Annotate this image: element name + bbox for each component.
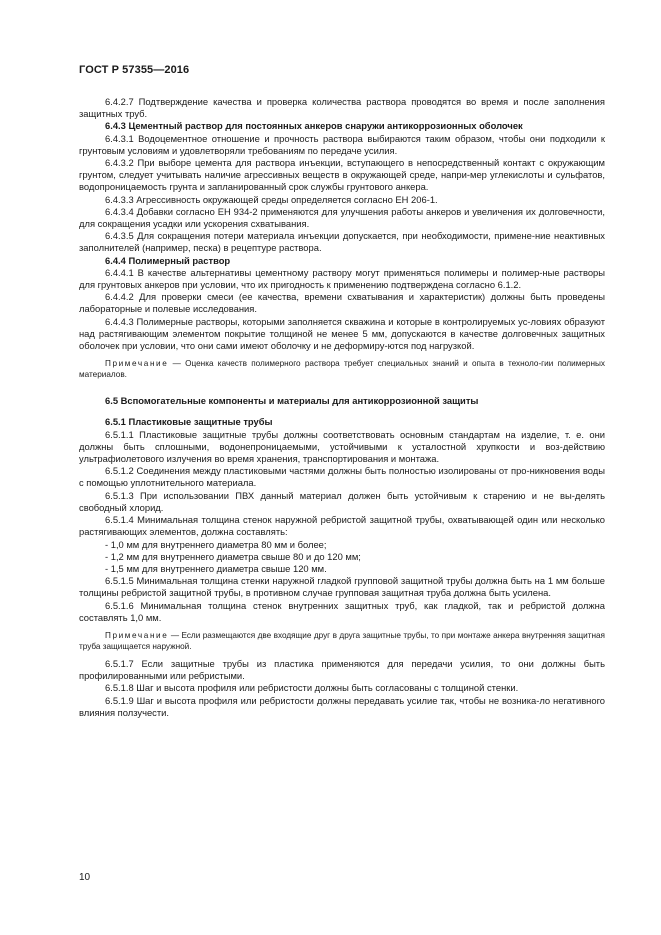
heading-6-5: 6.5 Вспомогательные компоненты и материалы для антикоррозионной защиты bbox=[105, 395, 479, 407]
paragraph-6-4-3-5: 6.4.3.5 Для сокращения потери материала инъекции допускается, при необходимости, примене-ние неактивных заполнителей (например, песка) в рецептуре раствора. bbox=[79, 230, 605, 254]
paragraph-6-5-1-6: 6.5.1.6 Минимальная толщина стенок внутренних защитных труб, как гладкой, так и ребристой должна составлять 1,0 мм. bbox=[79, 599, 605, 623]
paragraph-6-4-3-3: 6.4.3.3 Агрессивность окружающей среды определяется согласно ЕН 206-1. bbox=[105, 193, 438, 205]
note-text: — Если размещаются две входящие друг в друга защитные трубы, то при монтаже анкера внутренняя защитная труба защищается наружной. bbox=[79, 630, 605, 651]
list-item: - 1,2 мм для внутреннего диаметра свыше 80 и до 120 мм; bbox=[105, 550, 361, 562]
paragraph-6-5-1-9: 6.5.1.9 Шаг и высота профиля или ребристости должны передавать усилие так, чтобы не возника-ло негативного влияния ползучести. bbox=[79, 694, 605, 718]
list-item: - 1,5 мм для внутреннего диаметра свыше 120 мм. bbox=[105, 562, 327, 574]
heading-6-4-4: 6.4.4 Полимерный раствор bbox=[105, 254, 231, 266]
spacer bbox=[79, 407, 605, 416]
paragraph-6-5-1-4: 6.5.1.4 Минимальная толщина стенок наружной ребристой защитной трубы, охватывающей один или несколько растягивающих элементов, должна составлять: bbox=[79, 514, 605, 538]
paragraph-6-5-1-2: 6.5.1.2 Соединения между пластиковыми частями должны быть полностью изолированы от про-никновения воды с помощью уплотнительного материала. bbox=[79, 465, 605, 489]
paragraph-6-4-3-2: 6.4.3.2 При выборе цемента для раствора инъекции, вступающего в непосредственный контакт с окружающим грунтом, следует учитывать наличие агрессивных веществ в окружающей среде, напри-мер углекислоты и сульфатов, водопроницаемость грунта и запланированный срок службы грунтового анкера. bbox=[79, 157, 605, 193]
spacer bbox=[79, 386, 605, 395]
paragraph-6-4-2-7: 6.4.2.7 Подтверждение качества и проверка количества раствора проводятся во время и после заполнения защитных труб. bbox=[79, 96, 605, 120]
heading-6-4-3: 6.4.3 Цементный раствор для постоянных анкеров снаружи антикоррозионных оболочек bbox=[105, 120, 523, 132]
paragraph-6-4-4-1: 6.4.4.1 В качестве альтернативы цементному раствору могут применяться полимеры и полимер-ные растворы для грунтовых анкеров при условии, что их пригодность к применению подтверждена согласно 6.1.2. bbox=[79, 266, 605, 291]
paragraph-6-4-3-4: 6.4.3.4 Добавки согласно ЕН 934-2 применяются для улучшения работы анкеров и увеличения их долговечности, для сокращения усадки или ускорения схватывания. bbox=[79, 205, 605, 230]
page-number: 10 bbox=[79, 872, 91, 883]
paragraph-6-5-1-3: 6.5.1.3 При использовании ПВХ данный материал должен быть устойчивым к старению и не вы-делять свободный хлорид. bbox=[79, 489, 605, 513]
document-body bbox=[79, 96, 605, 719]
paragraph-6-5-1-5: 6.5.1.5 Минимальная толщина стенки наружной гладкой групповой защитной трубы должна быть на 1 мм больше толщины ребристой защитной трубы, в противном случае групповая защитная труба должна быть усилена. bbox=[79, 575, 605, 599]
heading-6-5-1: 6.5.1 Пластиковые защитные трубы bbox=[105, 416, 273, 428]
paragraph-6-5-1-7: 6.5.1.7 Если защитные трубы из пластика применяются для передачи усилия, то они должны быть профилированными или ребристыми. bbox=[79, 657, 605, 682]
paragraph-6-4-4-3: 6.4.4.3 Полимерные растворы, которыми заполняется скважина и которые в контролируемых ус-ловиях образуют над растягивающим элементом покрытие толщиной не менее 5 мм, допускаются в качестве долговечных защитных оболочек при условии, что они сами имеют оболочку и не деформиру-ются под нагрузкой. bbox=[79, 315, 605, 352]
note-polymer bbox=[79, 358, 605, 380]
list-item: - 1,0 мм для внутреннего диаметра 80 мм и более; bbox=[105, 538, 327, 550]
note-label: Примечание bbox=[105, 359, 169, 369]
note-text: — Оценка качеств полимерного раствора требует специальных знаний и опыта в техноло-гии полимерных материалов. bbox=[79, 359, 605, 380]
note-tubes bbox=[79, 630, 605, 652]
paragraph-6-5-1-1: 6.5.1.1 Пластиковые защитные трубы должны соответствовать основным стандартам на изделие, т. е. они должны быть сплошными, водонепроницаемыми, устойчивыми к усталостной хрупкости и воз-действию ультрафиолетового излучения во время хранения, транспортирования и монтажа. bbox=[79, 428, 605, 465]
paragraph-6-4-3-1: 6.4.3.1 Водоцементное отношение и прочность раствора выбираются таким образом, чтобы они подходили к грунтовым условиям и удовлетворяли требованиям по передаче усилия. bbox=[79, 132, 605, 156]
paragraph-6-4-4-2: 6.4.4.2 Для проверки смеси (ее качества, времени схватывания и характеристик) должны быть проведены лабораторные и полевые исследования. bbox=[79, 291, 605, 315]
document-header: ГОСТ Р 57355—2016 bbox=[79, 64, 190, 76]
note-label: Примечание bbox=[105, 630, 169, 640]
paragraph-6-5-1-8: 6.5.1.8 Шаг и высота профиля или ребристости должны быть согласованы с толщиной стенки. bbox=[105, 682, 519, 694]
